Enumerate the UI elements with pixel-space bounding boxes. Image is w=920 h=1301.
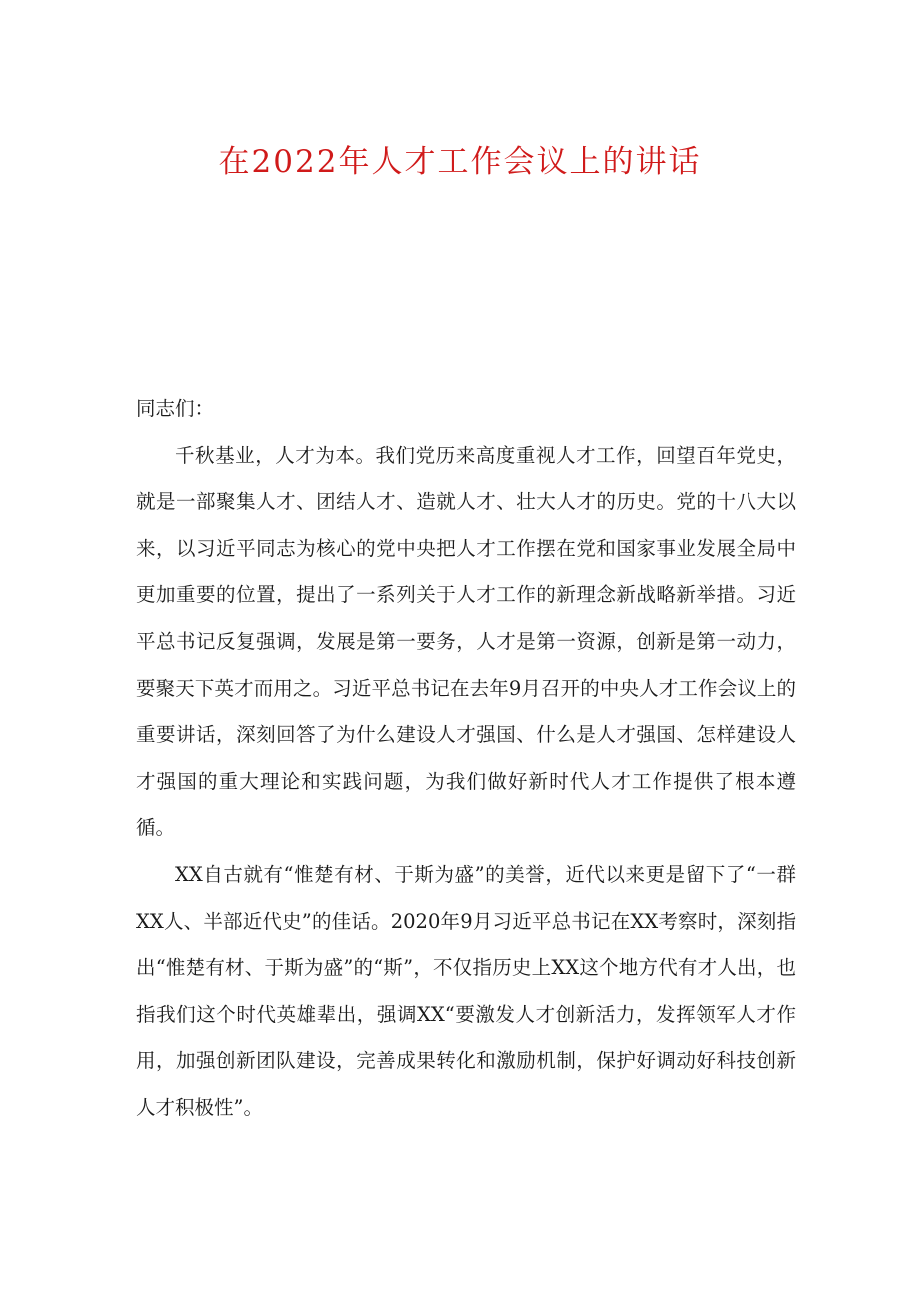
document-title: 在2022年人才工作会议上的讲话 <box>218 144 702 180</box>
document-body <box>136 386 796 1132</box>
paragraph-1: 千秋基业，人才为本。我们党历来高度重视人才工作，回望百年党史，就是一部聚集人才、团结人才、造就人才、壮大人才的历史。党的十八大以来，以习近平同志为核心的党中央把人才工作摆在党和国家事业发展全局中更加重要的位置，提出了一系列关于人才工作的新理念新战略新举措。习近平总书记反复强调，发展是第一要务，人才是第一资源，创新是第一动力，要聚天下英才而用之。习近平总书记在去年9月召开的中央人才工作会议上的重要讲话，深刻回答了为什么建设人才强国、什么是人才强国、怎样建设人才强国的重大理论和实践问题，为我们做好新时代人才工作提供了根本遵循。 <box>136 443 796 840</box>
paragraph-2: XX自古就有“惟楚有材、于斯为盛”的美誉，近代以来更是留下了“一群XX人、半部近代史”的佳话。2020年9月习近平总书记在XX考察时，深刻指出“惟楚有材、于斯为盛”的“斯”，不仅指历史上XX这个地方代有才人出，也指我们这个时代英雄辈出，强调XX“要激发人才创新活力，发挥领军人才作用，加强创新团队建设，完善成果转化和激励机制，保护好调动好科技创新人才积极性”。 <box>136 862 796 1119</box>
greeting-line: 同志们： <box>136 397 215 420</box>
